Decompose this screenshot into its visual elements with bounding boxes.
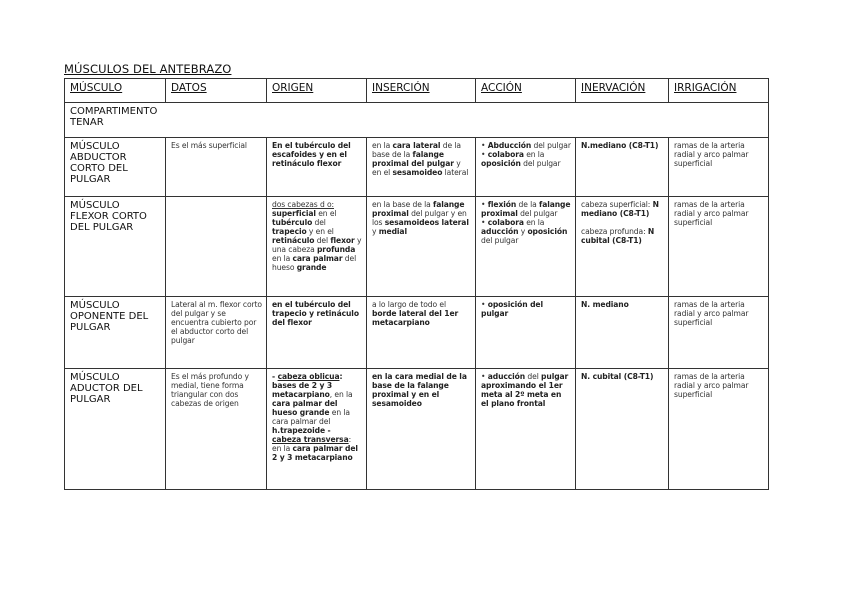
inervacion-cell [576, 297, 669, 369]
text-segment: falange proximal [372, 381, 449, 399]
inervacion-text: N.mediano (C8-T1) [581, 141, 659, 150]
text-segment: , en la [329, 390, 353, 399]
text-segment: del pulgar [520, 159, 561, 168]
text-segment: h.trapezoide [272, 426, 326, 435]
text-segment: falange proximal del pulgar [372, 150, 454, 168]
origen-text: En el tubérculo del escafoides y en el retináculo flexor [272, 141, 351, 168]
muscle-name: MÚSCULO FLEXOR CORTO DEL PULGAR [65, 197, 166, 297]
inervacion-cell [576, 138, 669, 197]
text-segment: del [314, 236, 331, 245]
text-segment: - [272, 372, 278, 381]
section-text: COMPARTIMENTO TENAR [70, 106, 158, 128]
text-segment: en el [315, 209, 337, 218]
text-segment: y [372, 227, 379, 236]
irrigacion-cell: ramas de la arteria radial y arco palmar superficial [669, 297, 769, 369]
column-header-origen: ORIGEN [267, 79, 367, 103]
text-segment: cara palmar [292, 254, 343, 263]
accion-cell [476, 369, 576, 490]
text-segment: cabeza profunda: [581, 227, 648, 236]
text-segment: y una cabeza [272, 236, 362, 254]
text-segment: sesamoideo [372, 399, 422, 408]
text-segment: sesamoideo [392, 168, 443, 177]
text-segment: del hueso [272, 254, 357, 272]
text-segment: en la cara medial de la base de la [372, 372, 467, 390]
text-segment: aducción [487, 372, 526, 381]
section-row [65, 103, 769, 138]
text-segment: falange proximal [481, 200, 571, 218]
text-segment: tubérculo [272, 218, 313, 227]
text-segment: del pulgar [481, 236, 519, 245]
table-row [65, 138, 769, 197]
text-segment: de la [516, 200, 539, 209]
irrigacion-cell: ramas de la arteria radial y arco palmar superficial [669, 197, 769, 297]
text-segment: • [481, 372, 488, 381]
origen-cell [267, 297, 367, 369]
text-segment: en la [272, 254, 293, 263]
irrigacion-cell: ramas de la arteria radial y arco palmar superficial [669, 369, 769, 490]
text-segment: y [518, 227, 528, 236]
text-segment: dos cabezas d o: [272, 200, 335, 209]
text-segment: de la base de la [372, 141, 461, 159]
accion-cell [476, 297, 576, 369]
text-segment: N cubital (C8-T1) [581, 227, 655, 245]
text-segment: retináculo [272, 236, 315, 245]
accion-cell [476, 197, 576, 297]
text-segment: y en el [306, 227, 334, 236]
text-segment: cabeza superficial: [581, 200, 653, 209]
text-segment: en la [523, 218, 545, 227]
column-header-datos: DATOS [166, 79, 267, 103]
text-segment: : bases de 2 y 3 metacarpiano [272, 372, 343, 399]
text-segment: colabora [487, 218, 524, 227]
column-header-accion: ACCIÓN [476, 79, 576, 103]
section-label [65, 103, 769, 138]
datos-cell: Lateral al m. flexor corto del pulgar y se encuentra cubierto por el abductor corto del pulgar [166, 297, 267, 369]
text-segment: pulgar aproximando el 1er meta al 2º meta en el plano frontal [481, 372, 569, 408]
text-segment: grande [296, 263, 327, 272]
text-segment: • [481, 300, 488, 309]
table-row [65, 297, 769, 369]
text-segment: profunda [316, 245, 356, 254]
origen-cell [267, 138, 367, 197]
inervacion-text: N. cubital (C8-T1) [581, 372, 654, 381]
text-segment: • [481, 200, 488, 209]
muscles-table [64, 78, 769, 490]
inervacion-cell [576, 197, 669, 297]
header-row [65, 79, 769, 103]
text-segment: flexor [330, 236, 355, 245]
text-segment: - [325, 426, 331, 435]
irrigacion-cell: ramas de la arteria radial y arco palmar superficial [669, 138, 769, 197]
text-segment: aducción [481, 227, 519, 236]
muscle-name: MÚSCULO ADUCTOR DEL PULGAR [65, 369, 166, 490]
text-segment: cara lateral [392, 141, 441, 150]
text-segment: del pulgar [531, 141, 571, 150]
origen-cell [267, 369, 367, 490]
text-segment: del pulgar y en los [372, 209, 467, 227]
text-segment: oposición [481, 159, 521, 168]
text-segment: del [312, 218, 326, 227]
text-segment: N mediano (C8-T1) [581, 200, 659, 218]
text-segment: medial [378, 227, 407, 236]
origen-text: en el tubérculo del trapecio y retináculo del flexor [272, 300, 359, 327]
datos-cell: Es el más superficial [166, 138, 267, 197]
insercion-cell [367, 138, 476, 197]
datos-cell [166, 197, 267, 297]
inervacion-text: N. mediano [581, 300, 629, 309]
text-segment: oposición del pulgar [481, 300, 543, 318]
insercion-cell [367, 369, 476, 490]
datos-cell: Es el más profundo y medial, tiene forma triangular con dos cabezas de origen [166, 369, 267, 490]
page-title: MÚSCULOS DEL ANTEBRAZO [64, 62, 232, 76]
text-segment: lateral [442, 168, 469, 177]
muscle-name: MÚSCULO ABDUCTOR CORTO DEL PULGAR [65, 138, 166, 197]
text-segment: del pulgar [517, 209, 558, 218]
accion-cell [476, 138, 576, 197]
column-header-musculo: MÚSCULO [65, 79, 166, 103]
text-segment: y en el [408, 390, 440, 399]
text-segment: en la base de la [372, 200, 433, 209]
text-segment: • [481, 150, 488, 159]
text-segment: del [525, 372, 542, 381]
table-row [65, 369, 769, 490]
text-segment: cabeza oblicua [277, 372, 340, 381]
origen-cell [267, 197, 367, 297]
column-header-inervacion: INERVACIÓN [576, 79, 669, 103]
text-segment: y en el [372, 159, 461, 177]
text-segment: del 2 y 3 metacarpiano [272, 444, 358, 462]
text-segment: en la cara palmar del [272, 408, 350, 426]
text-segment: cara palmar [292, 444, 343, 453]
insercion-cell [367, 197, 476, 297]
column-header-irrigacion: IRRIGACIÓN [669, 79, 769, 103]
text-segment: • [481, 141, 488, 150]
muscle-name: MÚSCULO OPONENTE DEL PULGAR [65, 297, 166, 369]
table-row [65, 197, 769, 297]
text-segment: borde lateral del 1er metacarpiano [372, 309, 459, 327]
text-segment: en la [523, 150, 545, 159]
text-segment: trapecio [272, 227, 307, 236]
text-segment: falange proximal [372, 200, 465, 218]
text-segment: colabora [487, 150, 524, 159]
text-segment: a lo largo de todo el [372, 300, 446, 309]
text-segment: oposición [527, 227, 568, 236]
column-header-insercion: INSERCIÓN [367, 79, 476, 103]
text-segment: : en la [272, 435, 352, 453]
text-segment: flexión [487, 200, 517, 209]
text-segment: superficial [272, 209, 316, 218]
text-segment: cabeza transversa [272, 435, 349, 444]
text-segment: cara palmar del hueso grande [272, 399, 338, 417]
text-segment: • [481, 218, 488, 227]
insercion-cell [367, 297, 476, 369]
text-segment: en la [372, 141, 393, 150]
text-segment: Abducción [487, 141, 532, 150]
inervacion-cell [576, 369, 669, 490]
text-segment: sesamoideos lateral [384, 218, 469, 227]
